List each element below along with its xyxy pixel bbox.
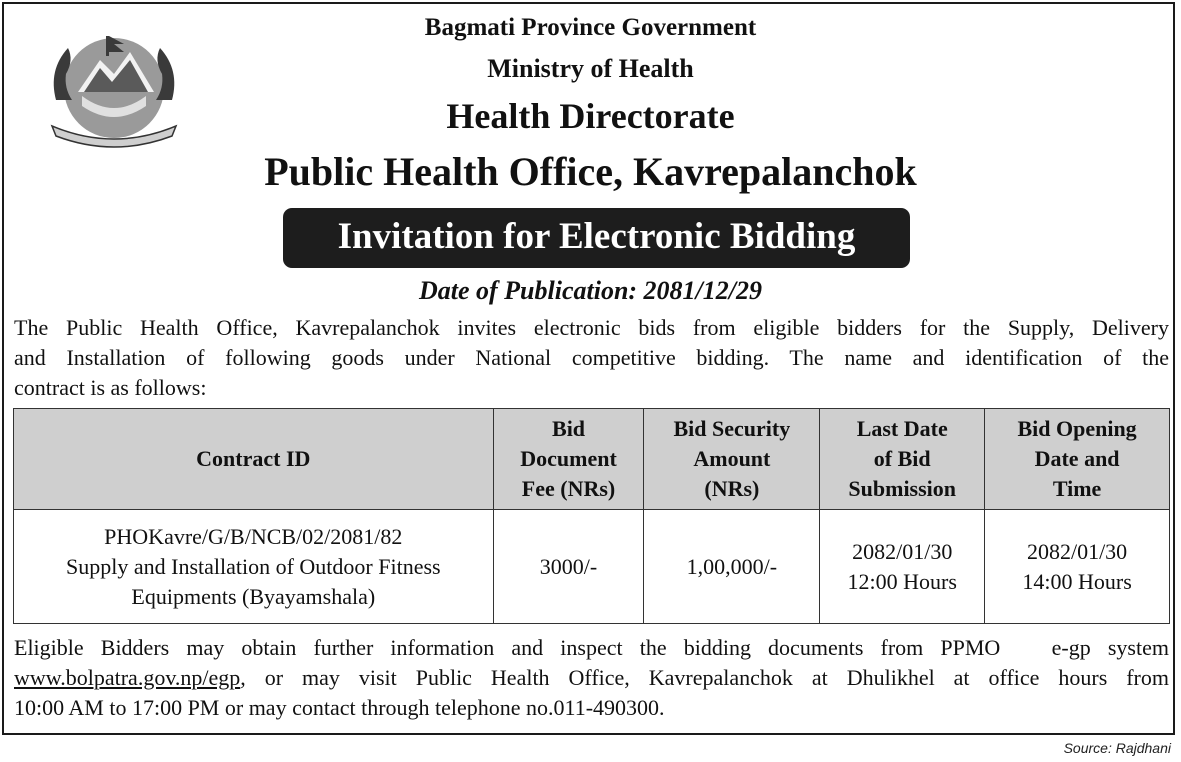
cell-opening: 2082/01/30 14:00 Hours — [985, 510, 1170, 624]
footer-paragraph — [14, 633, 1169, 723]
publication-date: Date of Publication: 2081/12/29 — [418, 276, 763, 305]
cell-security-amount: 1,00,000/- — [644, 510, 820, 624]
header-bid-document-fee: Bid Document Fee (NRs) — [493, 409, 644, 510]
contract-id-value: PHOKavre/G/B/NCB/02/2081/82 — [104, 523, 403, 549]
intro-paragraph — [14, 313, 1169, 403]
cell-doc-fee: 3000/- — [493, 510, 644, 624]
header-last-date-submission: Last Date of Bid Submission — [820, 409, 985, 510]
ministry-title: Ministry of Health — [487, 54, 694, 83]
intro-line: contract is as follows: — [14, 375, 207, 400]
office-title: Public Health Office, Kavrepalanchok — [264, 149, 917, 194]
footer-line: 10:00 AM to 17:00 PM or may contact through telephone no.011-490300. — [14, 695, 665, 720]
table-header-row — [14, 409, 1170, 510]
intro-line: and Installation of following goods under National competitive bidding. The name and identification of the — [14, 345, 1169, 370]
cell-contract-id — [14, 510, 494, 624]
table-row — [14, 510, 1170, 624]
header-bid-security-amount: Bid Security Amount (NRs) — [644, 409, 820, 510]
province-government-title: Bagmati Province Government — [424, 14, 757, 41]
intro-line: The Public Health Office, Kavrepalanchok invites electronic bids from eligible bidders for the Supply, Delivery — [14, 315, 1169, 340]
contract-table — [13, 408, 1170, 624]
header-bid-opening: Bid Opening Date and Time — [985, 409, 1170, 510]
contract-description: Equipments (Byayamshala) — [131, 583, 376, 609]
header-contract-id: Contract ID — [14, 409, 494, 510]
source-credit: Source: Rajdhani — [1063, 740, 1171, 756]
footer-line: Eligible Bidders may obtain further information and inspect the bidding documents from PPMO e-gp system — [14, 635, 1169, 660]
bolpatra-link[interactable]: www.bolpatra.gov.np/egp — [14, 665, 241, 690]
footer-line: www.bolpatra.gov.np/egp, or may visit Public Health Office, Kavrepalanchok at Dhulikhel at office hours from — [14, 665, 1169, 690]
cell-last-date: 2082/01/30 12:00 Hours — [820, 510, 985, 624]
directorate-title: Health Directorate — [446, 96, 735, 136]
notice-banner: Invitation for Electronic Bidding — [283, 208, 910, 268]
contract-description: Supply and Installation of Outdoor Fitness — [66, 553, 441, 579]
